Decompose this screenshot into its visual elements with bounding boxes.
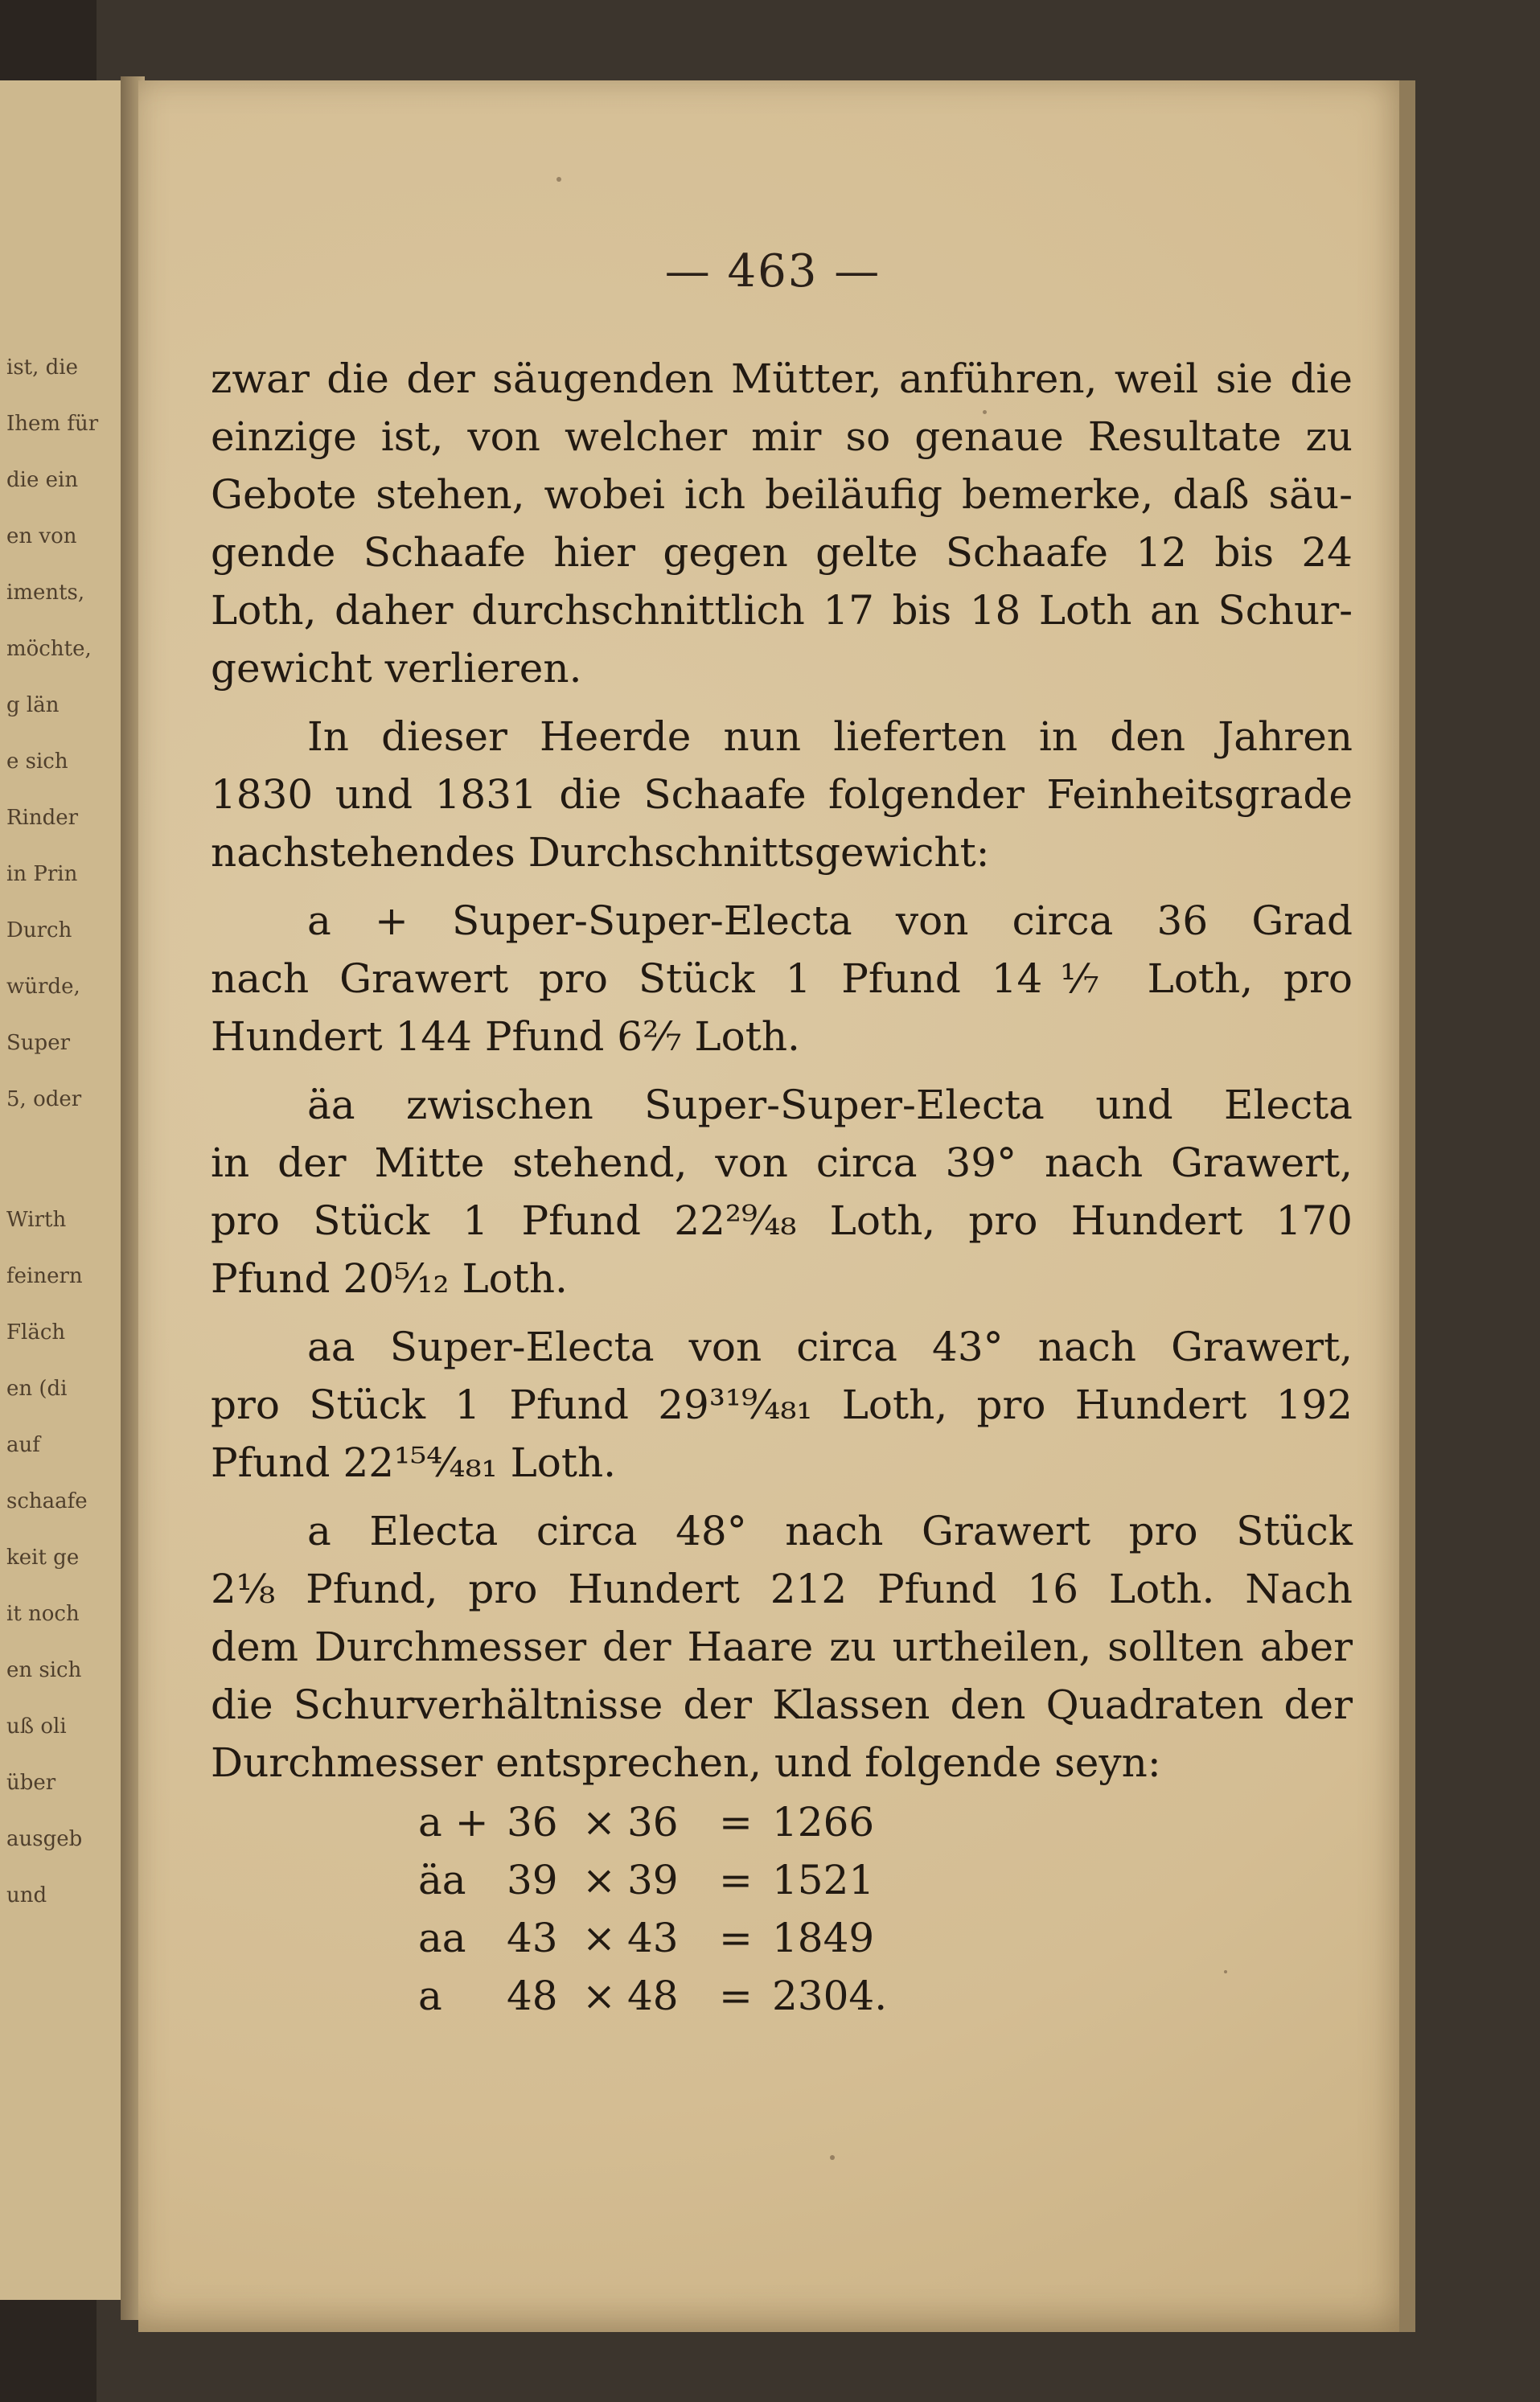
prev-line: ausgeb [6,1827,83,1851]
prev-line: en von [6,524,77,548]
text-line: 2⅛ Pfund, pro Hundert 212 Pfund 16 Loth. Nach [211,1566,1353,1612]
eq-result: 1266 [772,1799,875,1846]
equals-symbol: = [719,1857,753,1903]
eq-factor: 48 [507,1973,558,2019]
text-line: Durchmesser entsprechen, und folgende seyn: [211,1739,1161,1786]
eq-factor: 39 [627,1857,679,1903]
prev-line: Rinder [6,806,79,830]
prev-line: uß oli [6,1714,67,1739]
text-line: Gebote stehen, wobei ich beiläufig bemerke, daß säu- [211,471,1353,518]
text-line: nachstehendes Durchschnittsgewicht: [211,829,990,876]
page-edge [1399,80,1415,2332]
text-line: pro Stück 1 Pfund 22²⁹⁄₄₈ Loth, pro Hundert 170 [211,1197,1353,1244]
text-line: gende Schaafe hier gegen gelte Schaafe 12 bis 24 [211,529,1353,576]
text-line: gewicht verlieren. [211,645,582,692]
text-line: pro Stück 1 Pfund 29³¹⁹⁄₄₈₁ Loth, pro Hundert 192 [211,1382,1353,1428]
prev-line: schaafe [6,1489,88,1513]
paper-speck [830,2155,835,2160]
prev-line: e sich [6,749,68,774]
equals-symbol: = [719,1915,753,1961]
page-number: — 463 — [664,245,881,298]
prev-line: die ein [6,468,79,492]
times-symbol: × [582,1799,616,1846]
equation-row [418,1855,874,1905]
eq-factor: 39 [507,1857,558,1903]
prev-line: iments, [6,581,85,605]
paper-speck [1224,1970,1227,1973]
prev-line: Ihem für [6,412,99,436]
prev-line: it noch [6,1602,80,1626]
prev-line: ist, die [6,355,78,380]
prev-line: Fläch [6,1320,66,1345]
times-symbol: × [582,1857,616,1903]
equation-row [418,1913,874,1963]
prev-line: Super [6,1031,71,1055]
text-line: a + Super-Super-Electa von circa 36 Grad [307,897,1353,944]
equals-symbol: = [719,1973,753,2019]
text-line: einzige ist, von welcher mir so genaue Resultate zu [211,413,1353,460]
prev-line: und [6,1883,47,1907]
prev-line: g län [6,693,60,717]
prev-line: Durch [6,918,72,942]
prev-line: Wirth [6,1208,67,1232]
prev-line: auf [6,1433,40,1457]
times-symbol: × [582,1973,616,2019]
prev-line: über [6,1771,56,1795]
text-line: nach Grawert pro Stück 1 Pfund 14⅐ Loth, pro [211,955,1353,1002]
text-line: Pfund 20⁵⁄₁₂ Loth. [211,1255,568,1302]
eq-factor: 43 [627,1915,679,1961]
eq-factor: 43 [507,1915,558,1961]
text-line: Pfund 22¹⁵⁴⁄₄₈₁ Loth. [211,1439,617,1486]
eq-factor: 48 [627,1973,679,2019]
text-line: die Schurverhältnisse der Klassen den Quadraten der [211,1681,1353,1728]
eq-label: a + [418,1799,489,1846]
equation-row [418,1797,874,1847]
text-line: Loth, daher durchschnittlich 17 bis 18 Loth an Schur- [211,587,1353,634]
text-line: 1830 und 1831 die Schaafe folgender Feinheitsgrade [211,771,1353,818]
eq-result: 1849 [772,1915,875,1961]
text-line: äa zwischen Super-Super-Electa und Electa [307,1082,1353,1128]
paper-speck [556,177,561,182]
eq-factor: 36 [627,1799,679,1846]
prev-line: keit ge [6,1546,80,1570]
eq-result: 2304. [772,1973,888,2019]
eq-label: a [418,1973,442,2019]
prev-line: feinern [6,1264,83,1288]
prev-line: möchte, [6,637,92,661]
text-line: a Electa circa 48° nach Grawert pro Stück [307,1508,1353,1554]
text-line: dem Durchmesser der Haare zu urtheilen, sollten aber [211,1624,1353,1670]
text-line: Hundert 144 Pfund 6²⁄₇ Loth. [211,1013,800,1060]
text-line: zwar die der säugenden Mütter, anführen, weil sie die [211,355,1353,402]
eq-label: äa [418,1857,466,1903]
eq-label: aa [418,1915,466,1961]
previous-page-fragment [0,80,127,2300]
prev-line: en sich [6,1658,82,1682]
text-line: aa Super-Electa von circa 43° nach Grawert, [307,1324,1353,1370]
eq-result: 1521 [772,1857,875,1903]
text-line: in der Mitte stehend, von circa 39° nach Grawert, [211,1139,1353,1186]
prev-line: en (di [6,1377,68,1401]
text-line: In dieser Heerde nun lieferten in den Jahren [307,713,1353,760]
times-symbol: × [582,1915,616,1961]
eq-factor: 36 [507,1799,558,1846]
prev-line: 5, oder [6,1087,82,1111]
prev-line: würde, [6,975,80,999]
equation-row [418,1971,887,2021]
equals-symbol: = [719,1799,753,1846]
prev-line: in Prin [6,862,78,886]
